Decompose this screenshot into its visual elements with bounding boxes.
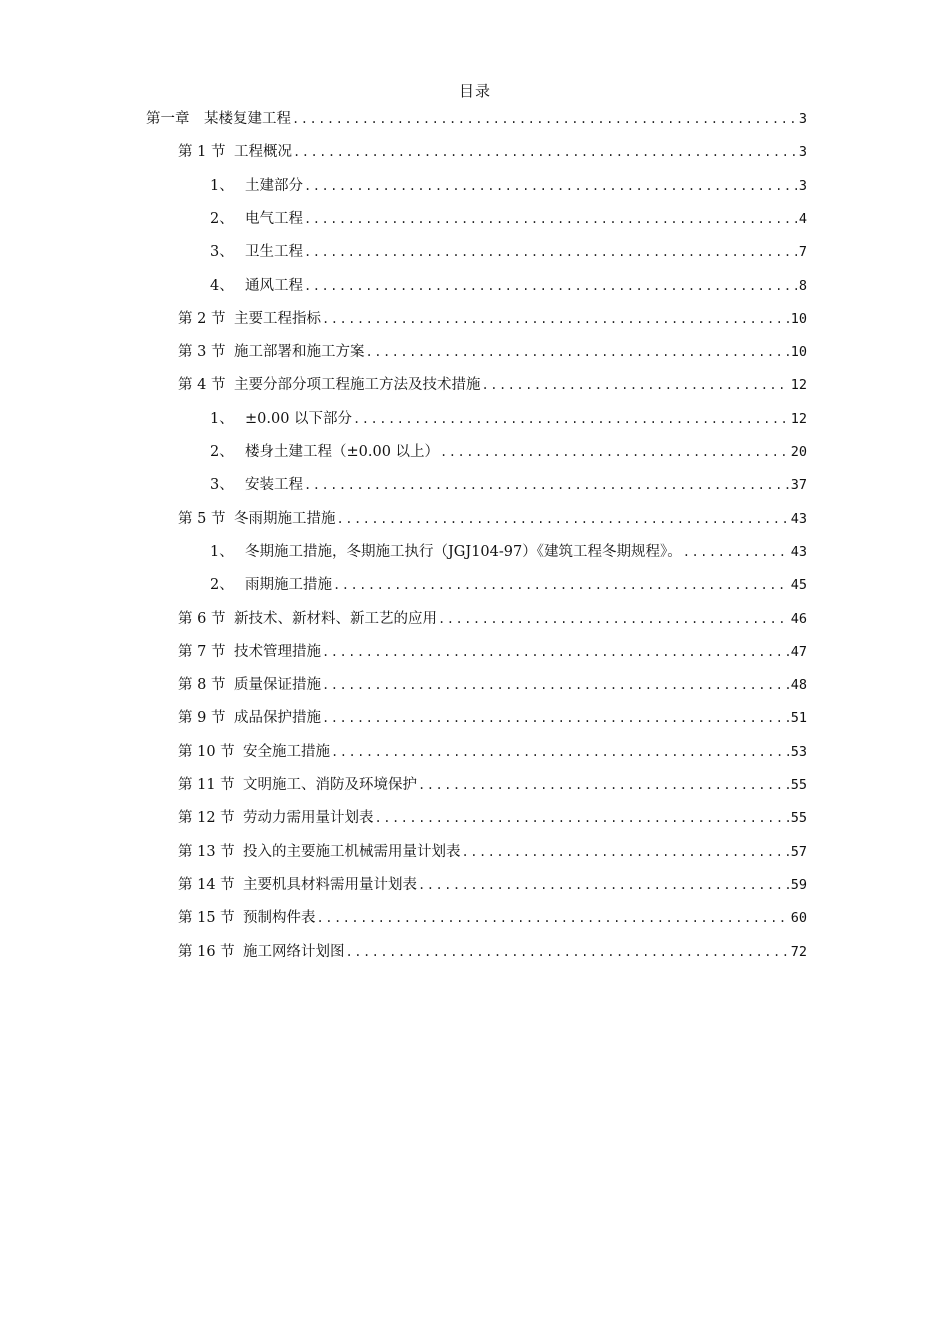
toc-entry-number: 第一章 [146,111,190,127]
toc-entry-number: 1、 [210,410,234,427]
toc-entry[interactable] [0,800,950,833]
toc-entry-page: 53 [790,743,807,760]
toc-leader-dots [303,279,797,293]
toc-entry[interactable] [0,301,950,334]
toc-entry-page: 57 [790,843,807,860]
toc-entry[interactable] [0,434,950,467]
toc-entry-number: 第 16 节 [178,943,235,960]
toc-leader-dots [345,945,789,959]
toc-entry-page: 45 [790,577,807,594]
toc-entry-page: 20 [790,444,807,460]
toc-entry[interactable] [0,834,950,867]
toc-entry[interactable] [0,234,950,267]
toc-entry-number: 2、 [210,210,234,227]
toc-entry-number: 第 9 节 [178,710,226,727]
toc-leader-dots [303,478,789,492]
toc-leader-dots [417,878,789,892]
toc-leader-dots [352,412,789,426]
toc-entry-text: 冬期施工措施，冬期施工执行（JGJ104-97）《建筑工程冬期规程》。 [245,543,682,560]
toc-leader-dots [365,345,789,359]
toc-entry-text: 主要分部分项工程施工方法及技术措施 [234,377,481,394]
toc-entry-page: 55 [790,810,807,827]
toc-entry-text: 预制构件表 [243,910,316,927]
toc-leader-dots [303,179,797,193]
toc-entry-page: 59 [790,876,807,893]
toc-entry-number: 3、 [210,244,234,261]
toc-entry-text: ±0.00 以下部分 [245,410,353,427]
toc-entry-text: 施工部署和施工方案 [234,344,365,361]
toc-leader-dots [332,578,789,592]
toc-entry-page: 48 [790,677,807,694]
toc-entry-page: 12 [790,410,807,427]
toc-entry-text: 劳动力需用量计划表 [243,810,374,827]
toc-entry-number: 3、 [210,477,234,494]
toc-title: 目录 [458,82,491,100]
toc-entry[interactable] [0,334,950,367]
toc-entry-page: 51 [790,710,807,727]
toc-leader-dots [291,112,797,126]
toc-entry[interactable] [0,367,950,400]
toc-leader-dots [330,745,789,759]
toc-entry-page: 3 [798,144,807,161]
toc-entry-number: 第 10 节 [178,743,235,760]
toc-leader-dots [417,778,789,792]
toc-entry-page: 10 [790,310,807,327]
toc-entry-text: 冬雨期施工措施 [234,510,336,527]
toc-entry-text: 土建部分 [245,177,303,194]
toc-entry-text: 施工网络计划图 [243,943,345,960]
toc-leader-dots [336,512,789,526]
toc-entry[interactable] [0,134,950,167]
toc-leader-dots [292,145,797,159]
toc-leader-dots [303,245,797,259]
toc-entry-number: 2、 [210,444,234,460]
toc-entry-page: 43 [790,543,807,560]
toc-entry[interactable] [0,501,950,534]
toc-entry-number: 第 2 节 [178,310,226,327]
toc-entry-number: 2、 [210,577,234,594]
toc-entry-page: 12 [790,377,807,394]
toc-leader-dots [461,845,789,859]
toc-entry-page: 3 [798,177,807,194]
toc-entry-number: 1、 [210,177,234,194]
toc-entry[interactable] [0,634,950,667]
toc-entry-number: 第 14 节 [178,876,235,893]
toc-entry[interactable] [0,767,950,800]
toc-leader-dots [316,911,789,925]
toc-entry-page: 46 [790,610,807,627]
toc-leader-dots [321,312,789,326]
toc-entry-number: 第 8 节 [178,677,226,694]
toc-entry-number: 1、 [210,543,234,560]
toc-entry-text: 技术管理措施 [234,643,321,660]
toc-leader-dots [439,445,789,459]
toc-entry-number: 第 4 节 [178,377,226,394]
toc-entry-text: 电气工程 [245,210,303,227]
toc-entry-text: 通风工程 [245,277,303,294]
toc-leader-dots [303,212,797,226]
toc-entry-number: 第 13 节 [178,843,235,860]
toc-entry-text: 卫生工程 [245,244,303,261]
toc-entry-page: 37 [790,477,807,494]
toc-leader-dots [437,612,789,626]
toc-entry[interactable] [0,867,950,900]
toc-entry-page: 4 [798,210,807,227]
toc-entry-text: 安全施工措施 [243,743,330,760]
toc-entry-number: 第 3 节 [178,344,226,361]
toc-entry[interactable] [0,534,950,567]
toc-entry[interactable] [0,268,950,301]
toc-entry[interactable] [0,467,950,500]
toc-entry-text: 质量保证措施 [234,677,321,694]
toc-entry-page: 72 [790,943,807,960]
toc-entry-page: 60 [790,910,807,927]
toc-leader-dots [481,378,789,392]
toc-entry-page: 7 [798,244,807,261]
toc-leader-dots [321,645,789,659]
toc-leader-dots [682,545,789,559]
toc-entry-page: 55 [790,777,807,793]
toc-leader-dots [321,678,789,692]
toc-entry[interactable] [0,734,950,767]
toc-entry[interactable] [0,201,950,234]
toc-entry-text: 成品保护措施 [234,710,321,727]
toc-entry[interactable] [0,168,950,201]
toc-entry-page: 3 [798,111,807,127]
toc-entry-text: 主要工程指标 [234,310,321,327]
toc-entry-text: 文明施工、消防及环境保护 [243,777,417,793]
toc-entry[interactable] [0,401,950,434]
toc-entry-number: 第 12 节 [178,810,235,827]
toc-entry-number: 第 7 节 [178,643,226,660]
toc-entry-text: 投入的主要施工机械需用量计划表 [243,843,461,860]
toc-entry[interactable] [0,667,950,700]
toc-leader-dots [321,711,789,725]
toc-entry-page: 43 [790,510,807,527]
toc-entry-text: 楼身土建工程（±0.00 以上） [245,444,440,460]
toc-entry[interactable] [0,101,950,134]
toc-entry-number: 第 11 节 [178,777,235,793]
toc-entry-number: 4、 [210,277,234,294]
toc-leader-dots [374,811,789,825]
toc-entry-text: 主要机具材料需用量计划表 [243,876,417,893]
toc-entry[interactable] [0,601,950,634]
toc-entry-text: 工程概况 [234,144,292,161]
toc-entry-text: 某楼复建工程 [204,111,291,127]
toc-entry-number: 第 15 节 [178,910,235,927]
toc-entry-text: 新技术、新材料、新工艺的应用 [234,610,437,627]
toc-entry-number: 第 1 节 [178,144,226,161]
toc-entry[interactable] [0,567,950,600]
toc-entry-page: 10 [790,344,807,361]
toc-entry-text: 雨期施工措施 [245,577,332,594]
toc-entry-page: 47 [790,643,807,660]
toc-entry-number: 第 5 节 [178,510,226,527]
toc-entry[interactable] [0,900,950,933]
toc-entry[interactable] [0,700,950,733]
toc-entry-page: 8 [798,277,807,294]
toc-entry-number: 第 6 节 [178,610,226,627]
toc-entry-text: 安装工程 [245,477,303,494]
toc-entry[interactable] [0,934,950,967]
